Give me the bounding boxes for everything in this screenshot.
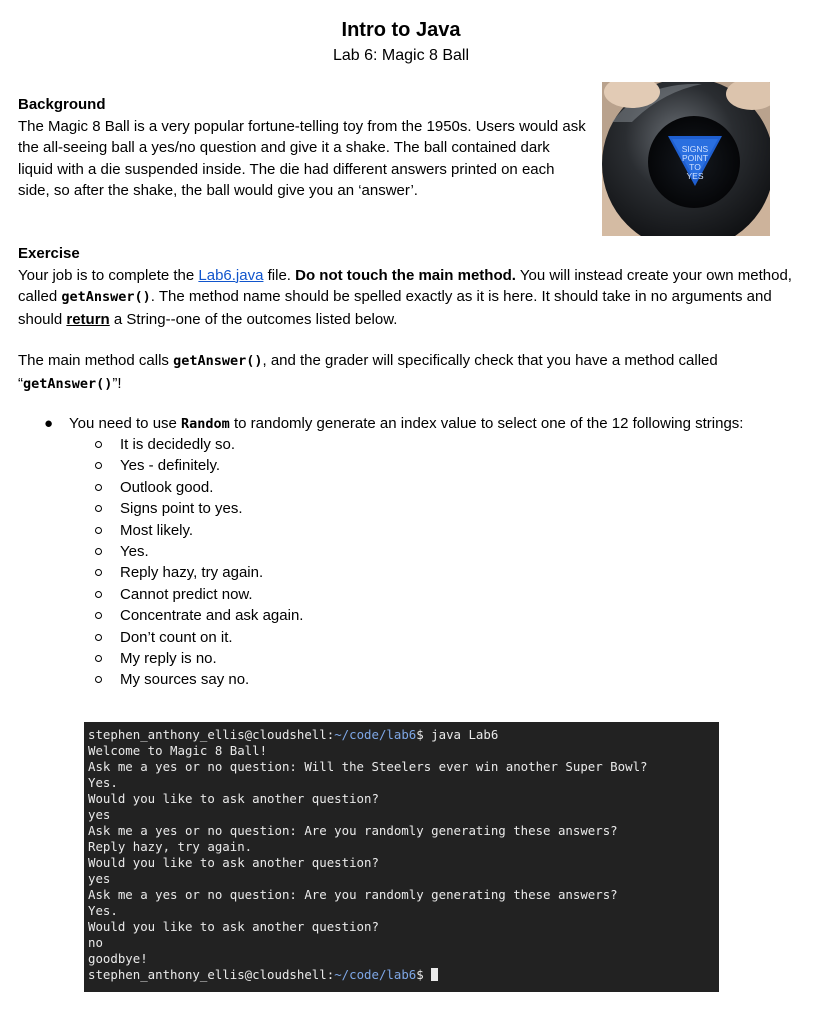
- terminal-output: [84, 722, 719, 983]
- background-heading: Background: [18, 96, 106, 113]
- prompt-end: $: [416, 727, 432, 742]
- prompt-user: stephen_anthony_ellis@cloudshell:: [88, 727, 335, 742]
- answer-text: My reply is no.: [120, 649, 217, 667]
- terminal-line: no: [88, 935, 103, 950]
- terminal-line: Would you like to ask another question?: [88, 919, 379, 934]
- list-item: [0, 520, 303, 541]
- random-class-code: Random: [181, 416, 230, 432]
- terminal-cursor: [431, 968, 438, 981]
- list-item: [0, 648, 303, 669]
- list-item: [0, 541, 303, 562]
- list-item: [0, 434, 303, 455]
- terminal-line: Would you like to ask another question?: [88, 855, 379, 870]
- circle-bullet-icon: [95, 655, 102, 662]
- terminal-line: yes: [88, 871, 111, 886]
- answer-text: Reply hazy, try again.: [120, 564, 264, 582]
- answer-text: Yes.: [120, 542, 149, 560]
- return-keyword: return: [66, 310, 110, 328]
- magic-8-ball-image: [602, 82, 770, 236]
- terminal-command: java Lab6: [431, 727, 499, 742]
- list-item: [0, 562, 303, 583]
- list-item: [0, 627, 303, 648]
- answer-text: Cannot predict now.: [120, 585, 253, 603]
- text-run: Your job is to complete the: [18, 266, 199, 284]
- answers-list: [0, 434, 303, 691]
- random-bullet: [44, 413, 743, 435]
- answer-text: Outlook good.: [120, 478, 214, 496]
- list-item: [0, 669, 303, 690]
- terminal-line: Ask me a yes or no question: Are you randomly generating these answers?: [88, 823, 618, 838]
- terminal-line: Yes.: [88, 903, 118, 918]
- terminal-line: Would you like to ask another question?: [88, 791, 379, 806]
- list-item: [0, 605, 303, 626]
- prompt-end: $: [416, 967, 432, 982]
- circle-bullet-icon: [95, 548, 102, 555]
- method-name-code: getAnswer(): [61, 289, 151, 305]
- terminal-line: goodbye!: [88, 951, 148, 966]
- terminal-line: Welcome to Magic 8 Ball!: [88, 743, 268, 758]
- exercise-section: [18, 243, 798, 330]
- document-title: Intro to Java: [341, 19, 461, 41]
- answer-text: My sources say no.: [120, 671, 250, 689]
- circle-bullet-icon: [95, 484, 102, 491]
- circle-bullet-icon: [95, 676, 102, 683]
- list-item: [0, 584, 303, 605]
- answer-text: Concentrate and ask again.: [120, 607, 304, 625]
- prompt-path: ~/code/lab6: [334, 967, 417, 982]
- magic-8-ball-icon: [602, 82, 770, 236]
- do-not-touch-note: Do not touch the main method.: [295, 266, 516, 284]
- circle-bullet-icon: [95, 527, 102, 534]
- ball-text-4: YES: [686, 171, 704, 181]
- terminal-prompt-line: [88, 727, 719, 743]
- circle-bullet-icon: [95, 569, 102, 576]
- terminal-line: yes: [88, 807, 111, 822]
- method-name-code: getAnswer(): [23, 375, 113, 392]
- text-run: to randomly generate an index value to select one of the 12 following strings:: [229, 415, 744, 432]
- lab6-java-link[interactable]: Lab6.java: [198, 266, 264, 284]
- bullet-marker: ●: [44, 415, 54, 432]
- prompt-path: ~/code/lab6: [334, 727, 417, 742]
- text-run: , and the grader will specifically check that you have a method called “: [18, 352, 718, 392]
- method-name-code: getAnswer(): [173, 353, 263, 369]
- prompt-user: stephen_anthony_ellis@cloudshell:: [88, 967, 335, 982]
- answer-text: It is decidedly so.: [120, 436, 236, 453]
- terminal-line: Ask me a yes or no question: Are you randomly generating these answers?: [88, 887, 618, 902]
- text-run: a String--one of the outcomes listed below.: [109, 310, 398, 328]
- list-item: [0, 455, 303, 476]
- circle-bullet-icon: [95, 634, 102, 641]
- ball-text-3: TO: [689, 162, 701, 172]
- list-item: [0, 498, 303, 519]
- answer-text: Signs point to yes.: [120, 500, 243, 518]
- terminal-line: Yes.: [88, 775, 118, 790]
- exercise-paragraph: [18, 265, 798, 331]
- circle-bullet-icon: [95, 612, 102, 619]
- text-run: . The method name should be spelled exactly as it is here. It should take in no arguments and should: [18, 288, 772, 328]
- text-run: You need to use: [69, 415, 182, 432]
- background-paragraph: The Magic 8 Ball is a very popular fortune-telling toy from the 1950s. Users would ask the all-seeing ball a yes/no question and give it a shake. The ball contained dark liquid with a die suspended inside. The die had different answers printed on each side, so after the shake, the ball would give you an ‘answer’.: [18, 117, 586, 199]
- terminal-line: Reply hazy, try again.: [88, 839, 253, 854]
- main-method-paragraph: [18, 350, 798, 395]
- list-item: [0, 477, 303, 498]
- text-run: The main method calls: [18, 352, 174, 369]
- exercise-heading: Exercise: [18, 245, 80, 262]
- terminal-prompt-line: [88, 967, 719, 983]
- ball-text-2: POINT: [682, 153, 708, 163]
- text-run: You will instead create your own method, called: [18, 266, 792, 305]
- terminal-screenshot: [84, 722, 719, 992]
- ball-text-1: SIGNS: [681, 144, 709, 154]
- text-run: file.: [263, 266, 296, 284]
- terminal-line: Ask me a yes or no question: Will the Steelers ever win another Super Bowl?: [88, 759, 648, 774]
- answer-text: Most likely.: [120, 521, 194, 539]
- circle-bullet-icon: [95, 462, 102, 469]
- text-run: ”!: [112, 374, 122, 392]
- circle-bullet-icon: [95, 441, 102, 448]
- circle-bullet-icon: [95, 591, 102, 598]
- circle-bullet-icon: [95, 505, 102, 512]
- answer-text: Don’t count on it.: [120, 628, 233, 646]
- answer-text: Yes - definitely.: [120, 457, 221, 475]
- document-subtitle: Lab 6: Magic 8 Ball: [332, 47, 470, 64]
- background-section: [18, 94, 588, 202]
